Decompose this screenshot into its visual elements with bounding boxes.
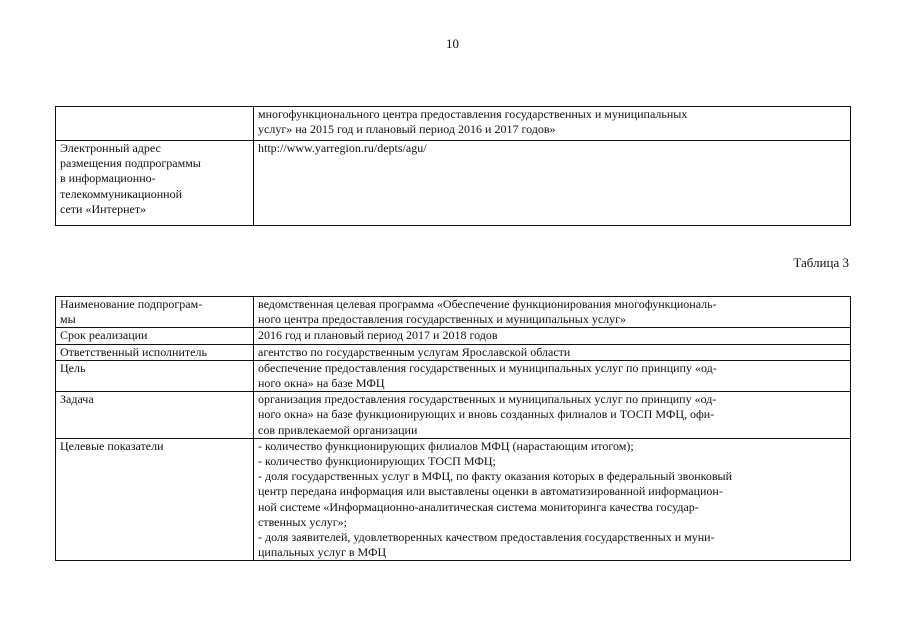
row-label: Целевые показатели xyxy=(56,438,254,561)
row-value: 2016 год и плановый период 2017 и 2018 годов xyxy=(254,328,851,344)
table-caption: Таблица 3 xyxy=(793,255,849,270)
table-row xyxy=(56,107,851,141)
row-label: Цель xyxy=(56,360,254,391)
subprogram-passport-continuation-table xyxy=(55,106,851,226)
row-value: - количество функционирующих филиалов МФЦ (нарастающим итогом); - количество функционирующих ТОСП МФЦ; - доля государственных услуг в МФЦ, по факту оказания которых в федеральный звонковый центр передана информация или выставлены оценки в автоматизированной информацион- ной системе «Информационно-аналитическая система мониторинга качества государ- ственных услуг»; - доля заявителей, удовлетворенных качеством предоставления государственных и муни- ципальных услуг в МФЦ xyxy=(254,438,851,561)
table-row xyxy=(56,297,851,328)
row-label: Задача xyxy=(56,392,254,439)
row-value: агентство по государственным услугам Ярославской области xyxy=(254,344,851,360)
table-row xyxy=(56,344,851,360)
row-label: Наименование подпрограм- мы xyxy=(56,297,254,328)
row-label: Электронный адрес размещения подпрограммы в информационно- телекоммуникационной сети «Интернет» xyxy=(56,141,254,226)
row-label: Ответственный исполнитель xyxy=(56,344,254,360)
table-row xyxy=(56,392,851,439)
row-value: обеспечение предоставления государственных и муниципальных услуг по принципу «од- ного окна» на базе МФЦ xyxy=(254,360,851,391)
row-value-url: http://www.yarregion.ru/depts/agu/ xyxy=(254,141,851,226)
table-row xyxy=(56,328,851,344)
table-row xyxy=(56,141,851,226)
row-value: организация предоставления государственных и муниципальных услуг по принципу «од- ного окна» на базе функционирующих и вновь созданных филиалов и ТОСП МФЦ, офи- сов привлекаемой организации xyxy=(254,392,851,439)
row-value: ведомственная целевая программа «Обеспечение функционирования многофункциональ- ного центра предоставления государственных и муниципальных услуг» xyxy=(254,297,851,328)
table-row xyxy=(56,360,851,391)
row-label xyxy=(56,107,254,141)
subprogram-passport-table xyxy=(55,296,851,561)
table-row xyxy=(56,438,851,561)
row-value: многофункционального центра предоставления государственных и муниципальных услуг» на 2015 год и плановый период 2016 и 2017 годов» xyxy=(254,107,851,141)
row-label: Срок реализации xyxy=(56,328,254,344)
page-number: 10 xyxy=(446,36,459,51)
